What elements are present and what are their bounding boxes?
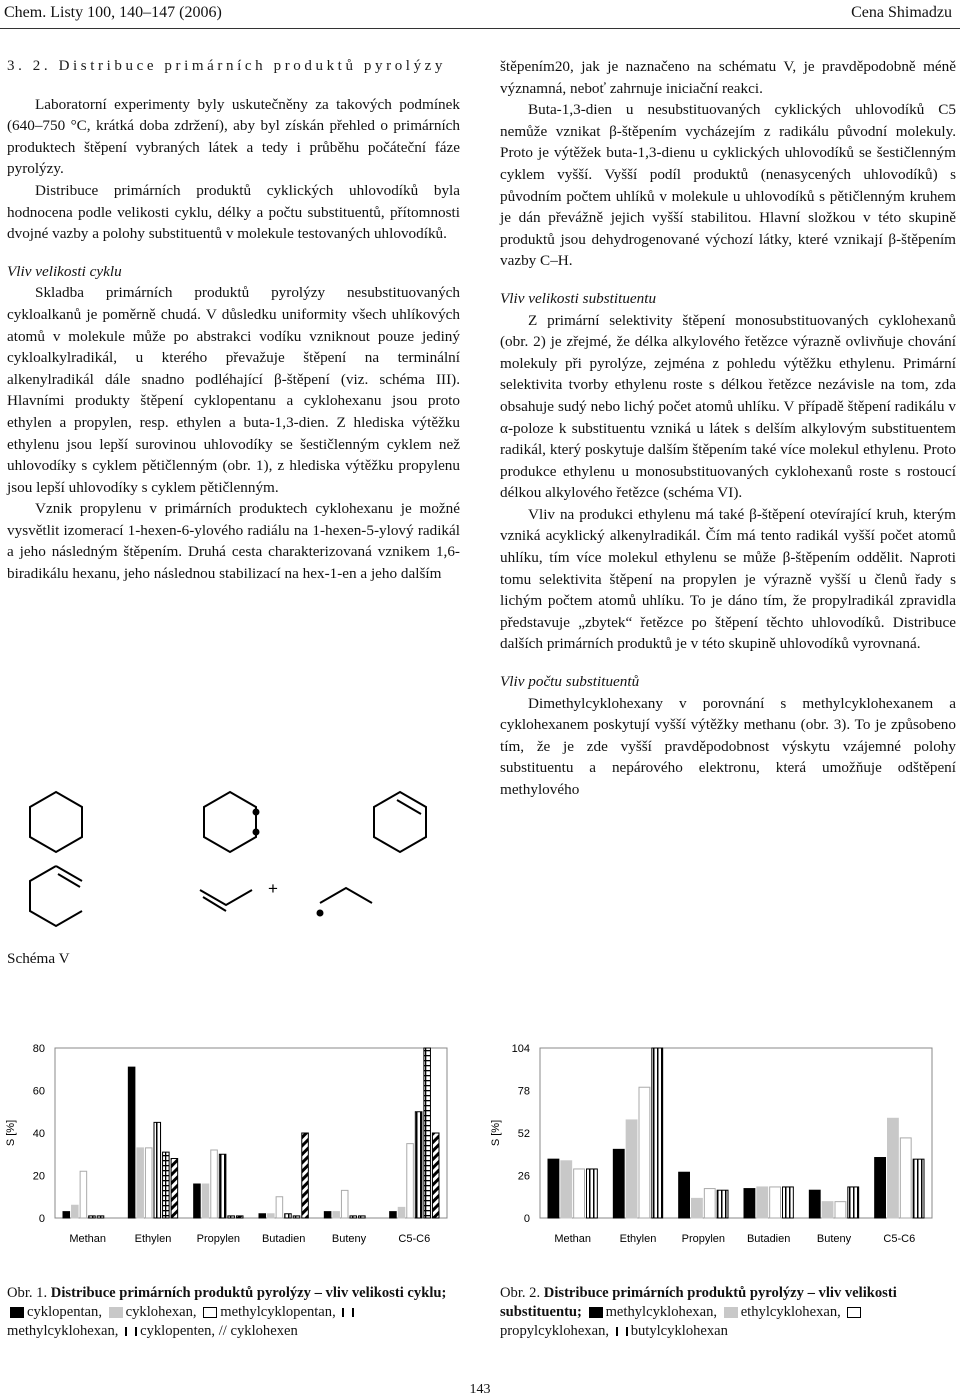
paragraph: Vliv na produkci ethylenu má také β-štěpení otevírající kruh, kterým vzniká acyklický alkenylradikál. Čím má tento radikál vyšší počet atomů uhlíku, tím více molekul ethylenu se může β-štěpením oddělit. Naproti tomu selektivita štěpení na propylen je výrazně vyšší u členů řady s lichým počtem atomů uhlíku. To je dáno tím, že propylradikál zpravidla představuje „zbytek“ řetězce po štěpení těchto uhlovodíků. Distribuce dalších primárních produktů je v této skupině uhlovodíků vyrovnaná. [500,505,956,653]
running-header [0,0,960,29]
bar [561,1161,572,1218]
cyclohexyl-diradical-ring [204,792,256,852]
paragraph: Distribuce primárních produktů cyklických uhlovodíků byla hodnocena podle velikosti cyklu, délky a počtu substituentů, přítomnosti dvojné vazby a polohy substituentů v molekule testovaných uhlovodíků. [7,181,460,243]
section-label: Cena Shimadzu [851,4,952,21]
x-tick-label: Buteny [816,1233,852,1245]
legend-swatch [109,1307,123,1318]
paragraph: Laboratorní experimenty byly uskutečněny za takových podmínek (640–750 °C, krátká doba zdržení), aby byl získán přehled o primárních produktech štěpení vybraných látek a tedy i průběhu počáteční fáze pyrolýzy. [7,95,460,178]
bar [407,1144,414,1218]
bar [202,1184,209,1218]
legend-text: methylcyklohexan, [605,1304,718,1320]
x-tick-label: Methan [69,1233,107,1245]
bar [145,1148,152,1218]
bar [89,1216,96,1218]
bar [194,1184,201,1218]
x-tick-label: Butadien [261,1233,306,1245]
y-tick-label: 0 [38,1213,45,1225]
bar [236,1216,243,1218]
legend-swatch [616,1327,628,1336]
caption-title: Distribuce primárních produktů pyrolýzy – vliv velikosti substituentu; [500,1285,897,1320]
y-tick-label: 52 [517,1128,530,1140]
x-tick-label: Buteny [331,1233,367,1245]
bar [913,1159,924,1218]
legend-text: methylcyklohexan, [7,1323,119,1339]
section-heading: 3. 2. Distribuce primárních produktů pyrolýzy [7,58,447,74]
plus-sign: + [268,879,278,898]
legend-text: propylcyklohexan, [500,1323,610,1339]
bar [137,1148,144,1218]
bar [154,1122,161,1218]
bar [72,1205,79,1218]
bar [548,1159,559,1218]
x-tick-label: Ethylen [619,1233,657,1245]
y-axis-label: S [%] [490,1119,502,1147]
bar [163,1152,170,1218]
bar [341,1190,348,1218]
bar [639,1087,650,1218]
bar [302,1133,309,1218]
radical-dot [253,809,260,816]
bar [574,1169,585,1218]
bar [415,1112,422,1218]
bar [875,1158,886,1218]
scheme-label: Schéma V [7,950,70,967]
bar [350,1216,357,1218]
legend-swatch [589,1307,603,1318]
radical-dot [253,829,260,836]
caption-label: Obr. 2. [500,1285,541,1301]
legend-text: butylcyklohexan [630,1323,728,1339]
x-tick-label: Methan [554,1233,592,1245]
y-tick-label: 78 [517,1085,530,1098]
figure-1-chart [0,1030,470,1270]
bar [171,1159,178,1219]
bar [128,1067,135,1218]
radical-dot [317,910,324,917]
y-tick-label: 80 [32,1043,45,1055]
bar [809,1190,820,1218]
legend-text: // cyklohexen [218,1323,298,1339]
paragraph: Z primární selektivity štěpení monosubstituovaných cyklohexanů (obr. 2) je zřejmé, že délka alkylového řetězce výrazně ovlivňuje chování molekuly při pyrolýze, zejména z pohledu výtěžku ethylenu. Primární selektivita tvorby ethylenu roste s délkou řetězce nezávisle na tom, zda obsahuje sudý nebo lichý počet atomů uhlíku. V případě štěpení radikálu v α-poloze k substituentu vzniká u látek s delším alkylovým substituentem radikál, který poskytuje dalším štěpením také více molekul ethylenu. Proto produkce ethylenu u monosubstituovaných cyklohexanů roste s rostoucí délkou alkylového řetězce (schéma VI). [500,311,956,502]
paragraph: Vznik propylenu v primárních produktech cyklohexanu je možné vysvětlit izomerací 1-hexen-6-ylového radiálu na 1-hexen-5-ylový radikál a jeho následným štěpením. Druhá cesta charakterizovaná vznikem 1,6-biradikálu hexanu, jeho následnou stabilizací na hex-1-en a jeho dalším [7,500,460,583]
paragraph: Dimethylcyklohexany v porovnání s methylcyklohexanem a cyklohexanem poskytují vyšší výtěžky methanu (obr. 3). To je způsobeno tím, že je zde vyšší pravděpodobnost výskytu vzájemné polohy substituentu a nepárového elektronu, která umožňuje odštěpení methylového [500,694,956,798]
paragraph: Skladba primárních produktů pyrolýzy nesubstituovaných cykloalkanů je poměrně chudá. V důsledku uniformity všech uhlíkových atomů v molekule může po abstrakci vodíku vzniknout pouze jediný cykloalkylradikál, u kterého převažuje štěpení na terminální alkenylradikál dále snadno podléhající β-štěpení (viz. schéma III). Hlavními produkty štěpení cyklopentanu a cyklohexanu jsou proto ethylen a propylen, resp. ethylen a buta-1,3-dien. Z hlediska výtěžku ethylenu jsou lepší surovinou uhlovodíky se šestičlenným cyklem než uhlovodíky s cyklem pětičlenným (obr. 1), z hlediska výtěžku propylenu jsou lepší uhlovodíky s cyklem pětičlenným. [7,284,460,496]
bar [324,1212,331,1218]
bar [626,1120,637,1218]
bar [390,1212,397,1218]
subheading: Vliv velikosti substituentu [500,289,657,307]
x-tick-label: C5-C6 [883,1233,916,1245]
caption-label: Obr. 1. [7,1285,48,1301]
bar [704,1189,715,1218]
bar [293,1216,300,1218]
bar [432,1133,439,1218]
x-tick-label: Ethylen [134,1233,172,1245]
y-tick-label: 40 [32,1128,45,1140]
bar [822,1202,833,1218]
bar [268,1214,275,1218]
bar [783,1187,794,1218]
butenyl-radical [320,888,372,903]
legend-swatch [847,1307,861,1318]
bar [692,1198,703,1218]
y-tick-label: 60 [32,1085,45,1098]
journal-citation: Chem. Listy 100, 140–147 (2006) [4,4,222,21]
bar [587,1169,598,1218]
y-tick-label: 0 [523,1213,530,1225]
bar [219,1154,226,1218]
plot-frame [540,1048,932,1218]
bar [757,1187,768,1218]
legend-swatch [342,1308,354,1317]
ethylene-propylene [200,890,252,911]
bar [359,1216,366,1218]
y-tick-label: 20 [32,1170,45,1183]
y-tick-label: 104 [511,1043,530,1055]
hexene-chain [30,866,82,926]
legend-swatch [10,1307,24,1318]
bar [652,1048,663,1218]
legend-text: methylcyklopentan, [220,1304,336,1320]
bar [835,1202,846,1218]
x-tick-label: Propylen [681,1233,726,1245]
bar [333,1212,340,1218]
bar [398,1207,405,1218]
left-column [7,56,460,585]
bar [211,1150,218,1218]
figure-2-chart [485,1030,955,1270]
y-tick-label: 26 [517,1170,530,1183]
page-number: 143 [469,1382,491,1397]
bar [848,1187,859,1218]
legend-text: cyklohexan, [125,1304,197,1320]
bar [276,1197,283,1218]
cyclohexane-ring [30,792,82,852]
legend-swatch [125,1327,137,1336]
bar [888,1118,899,1218]
y-axis-label: S [%] [5,1119,17,1147]
bar [424,1048,431,1218]
bar [228,1216,235,1218]
subheading: Vliv počtu substituentů [500,673,640,691]
bar [80,1171,87,1218]
bar [613,1149,624,1218]
legend-swatch [724,1307,738,1318]
legend-swatch [203,1307,217,1318]
bar [717,1190,728,1218]
bar [285,1214,292,1218]
x-tick-label: Butadien [746,1233,791,1245]
x-tick-label: C5-C6 [398,1233,431,1245]
caption-title: Distribuce primárních produktů pyrolýzy – vliv velikosti cyklu; [50,1285,447,1301]
subheading: Vliv velikosti cyklu [7,262,122,280]
bar [63,1212,70,1218]
right-column [500,56,956,801]
legend-text: cyklopenten, [140,1323,216,1339]
plot-frame [55,1048,447,1218]
bar [770,1187,781,1218]
bar [679,1172,690,1218]
x-tick-label: Propylen [196,1233,241,1245]
bar [744,1189,755,1218]
paragraph: Buta-1,3-dien u nesubstituovaných cyklických uhlovodíků C5 nemůže vznikat β-štěpením vycházejím z radikálu původní molekuly. Proto je výtěžek buta-1,3-dienu u cyklických uhlovodíků se šestičlenným cyklem vyšší. Vyšší podíl produktů (nenasycených uhlovodíků) s původním počtem uhlíků v molekule u uhlovodíků s pětičlenným kruhem je dán převážně jejich vyšší stabilitou. Hlavní složkou v této skupině produktů jsou dehydrogenované výchozí látky, které vznikají β-štěpením vazby C–H. [500,101,956,270]
legend-text: cyklopentan, [27,1304,102,1320]
bar [900,1138,911,1218]
legend-text: ethylcyklohexan, [740,1304,841,1320]
bar [97,1216,104,1218]
figure-1-caption [7,1284,467,1341]
figure-2-caption [500,1284,955,1341]
paragraph: štěpením20, jak je naznačeno na schématu V, je pravděpodobně méně významná, neboť zahrnuje iniciační reakci. [500,58,956,97]
bar [259,1214,266,1218]
